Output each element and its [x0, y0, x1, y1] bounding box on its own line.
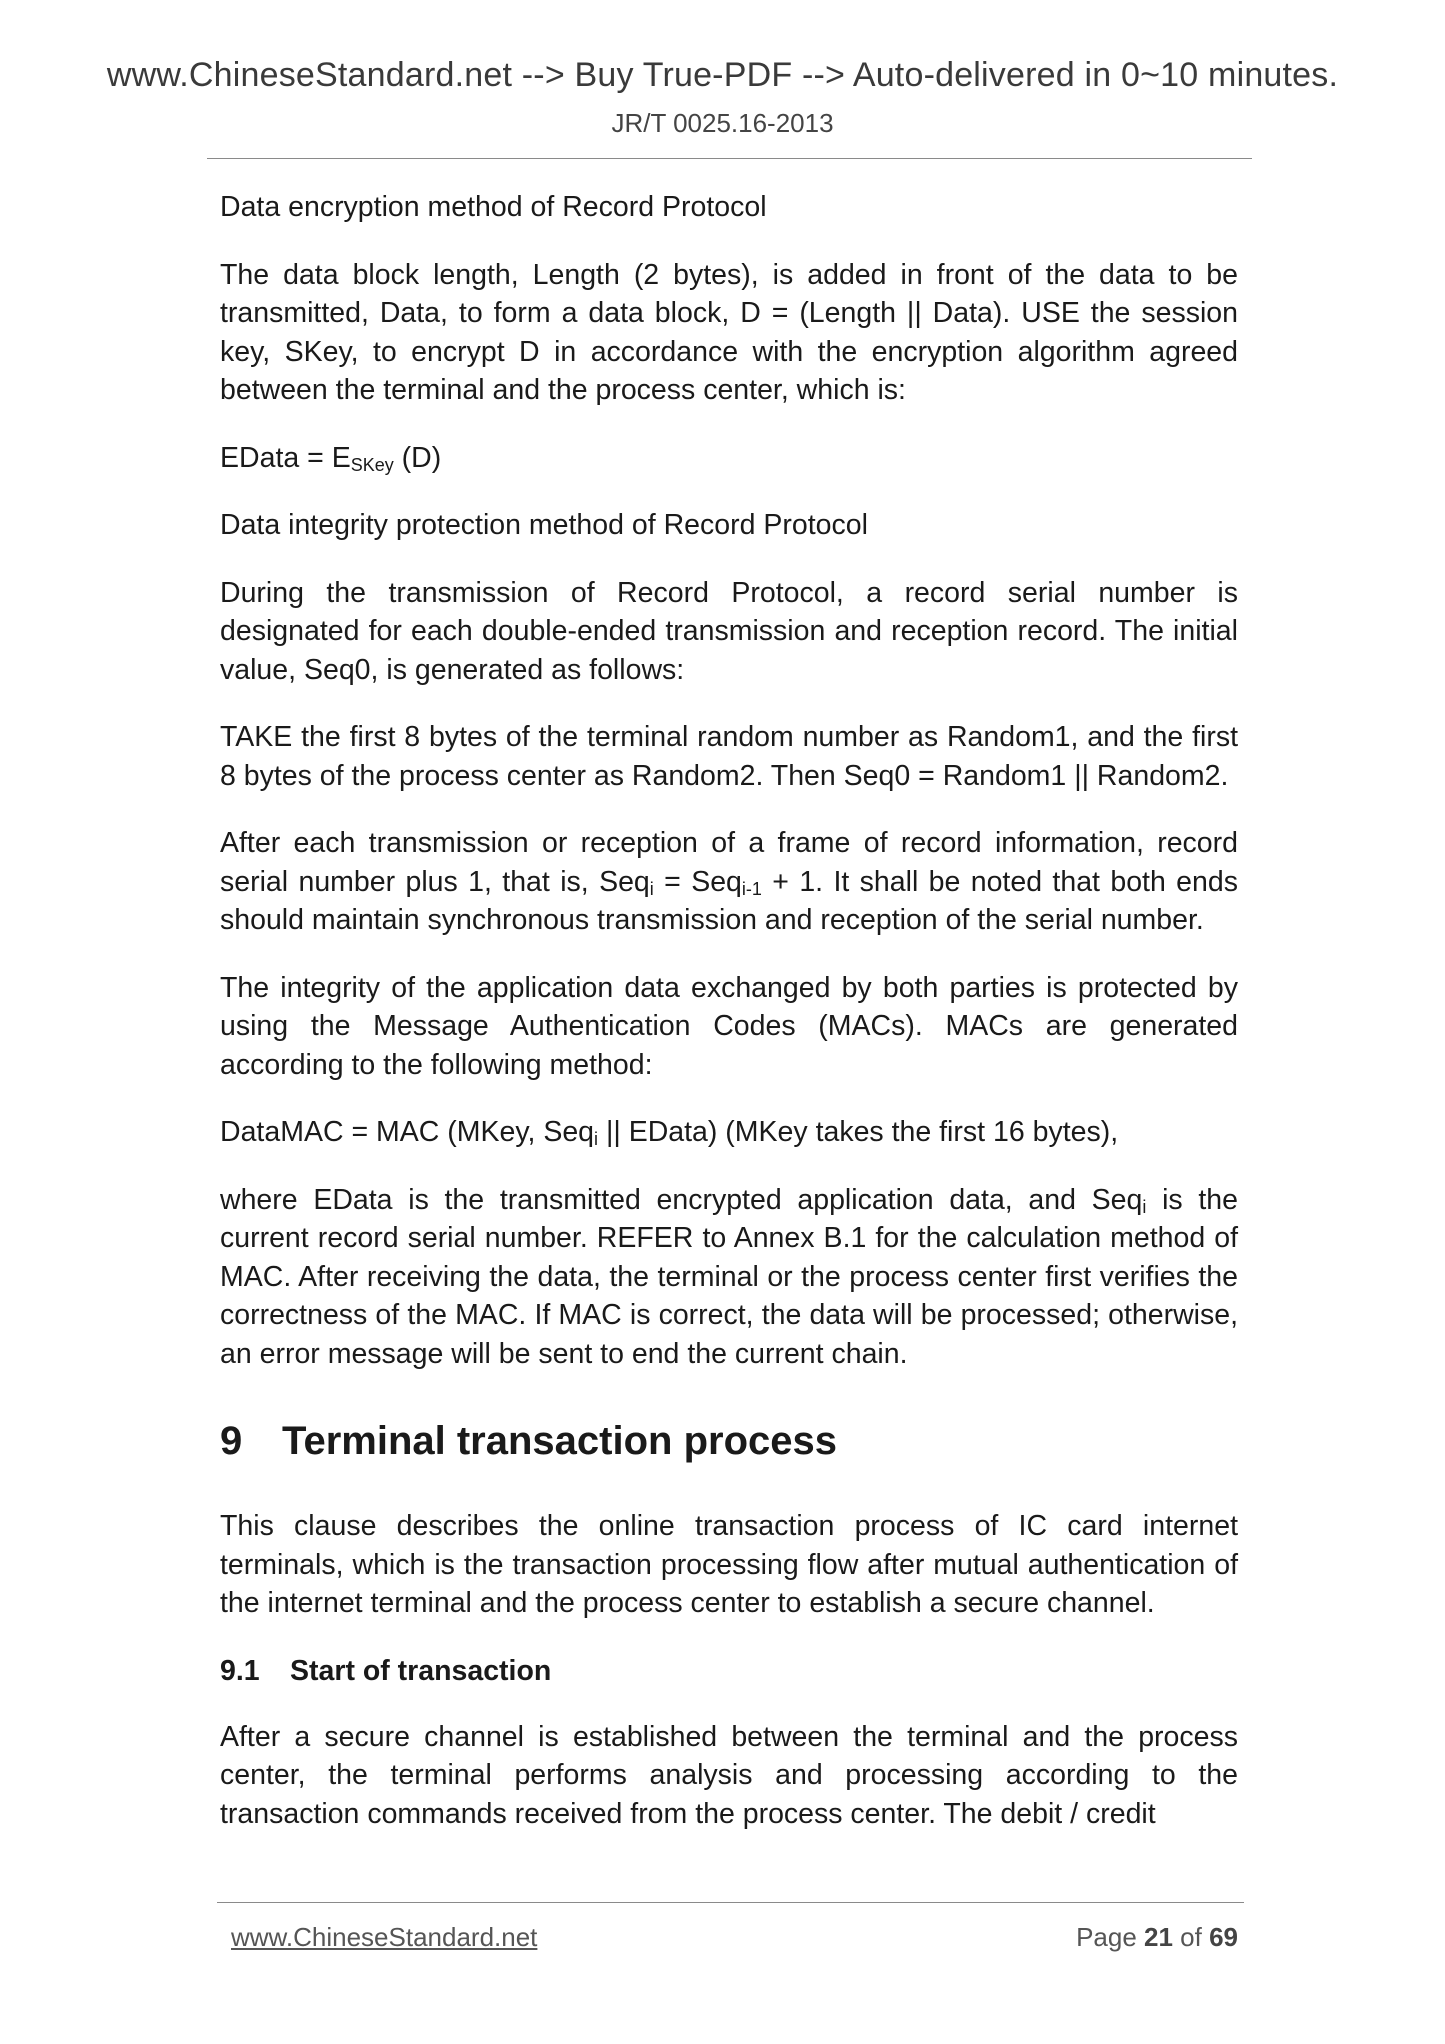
section-9-1-title: Start of transaction [290, 1654, 552, 1687]
section-9-title: Terminal transaction process [282, 1419, 837, 1463]
mac-text-b: is the current record serial number. REFER to Annex B.1 for the calculation method of MAC. After receiving the data, the terminal or the process center first verifies the correctness of the MAC. If MAC is correct, the data will be processed; otherwise, an error message will be sent to end the current chain. [220, 1183, 1238, 1370]
page-prefix: Page [1076, 1922, 1145, 1952]
header-divider [207, 158, 1252, 159]
datamac-subscript: i [594, 1129, 599, 1149]
seq-subscript-i-1: i-1 [741, 878, 762, 899]
formula-subscript: SKey [350, 454, 394, 475]
formula-text-end: (D) [393, 441, 442, 474]
document-code: JR/T 0025.16-2013 [611, 108, 834, 138]
paragraph-clause-description: This clause describes the online transaction process of IC card internet terminals, which is the transaction processing flow after mutual authentication of the internet terminal and the process center to establish a secure channel. [220, 1510, 1238, 1619]
datamac-text-a: DataMAC = MAC (MKey, Seq [220, 1116, 595, 1148]
section-9-1-number: 9.1 [220, 1654, 260, 1687]
site-banner: www.ChineseStandard.net --> Buy True-PDF --> Auto-delivered in 0~10 minutes. [106, 56, 1339, 94]
mac-text-a: where EData is the transmitted encrypted application data, and Seq [220, 1183, 1143, 1216]
footer-site-link[interactable]: www.ChineseStandard.net [231, 1922, 538, 1952]
paragraph-mac-verification [220, 1181, 1238, 1374]
mac-subscript: i [1142, 1196, 1147, 1217]
page-of: of [1172, 1922, 1210, 1952]
paragraph-seq0: TAKE the first 8 bytes of the terminal random number as Random1, and the first 8 bytes of the process center as Random2. Then Seq0 = Random1 || Random2. [220, 721, 1238, 792]
seq-text-c: + 1. It shall be noted that both ends should maintain synchronous transmission and reception of the serial number. [220, 865, 1238, 936]
page-number [1076, 1922, 1238, 1953]
paragraph-seq-increment [220, 824, 1238, 940]
paragraph-edata-formula [220, 439, 1238, 478]
paragraph-encryption-method-heading: Data encryption method of Record Protocol [220, 191, 767, 223]
seq-text-b: = Seq [653, 865, 742, 898]
paragraph-integrity-method-heading: Data integrity protection method of Record Protocol [220, 509, 868, 541]
formula-text: EData = E [220, 441, 351, 474]
paragraph-serial-number: During the transmission of Record Protocol, a record serial number is designated for each double-ended transmission and reception record. The initial value, Seq0, is generated as follows: [220, 576, 1238, 686]
seq-subscript-i: i [649, 878, 654, 899]
paragraph-mac-intro: The integrity of the application data exchanged by both parties is protected by using the Message Authentication Codes (MACs). MACs are generated according to the following method: [220, 971, 1238, 1081]
paragraph-datamac-formula [220, 1113, 1238, 1152]
page-content [220, 188, 1238, 1862]
paragraph-start-of-transaction: After a secure channel is established between the terminal and the process center, the terminal performs analysis and processing according to the transaction commands received from the process center. The debit / credit [220, 1720, 1238, 1830]
page-total: 69 [1209, 1922, 1238, 1952]
datamac-text-b: || EData) (MKey takes the first 16 bytes), [598, 1116, 1119, 1148]
footer-divider [217, 1902, 1244, 1903]
paragraph-data-block: The data block length, Length (2 bytes), is added in front of the data to be transmitted, Data, to form a data block, D = (Length || Data). USE the session key, SKey, to encrypt D in accordance with the encryption algorithm agreed between the terminal and the process center, which is: [220, 258, 1238, 406]
section-9-1-heading [220, 1652, 1238, 1690]
section-9-heading [220, 1417, 1238, 1465]
seq-text-a: After each transmission or reception of a frame of record information, record serial number plus 1, that is, Seq [220, 827, 1238, 898]
page-current: 21 [1144, 1922, 1173, 1952]
section-9-number: 9 [220, 1419, 243, 1463]
